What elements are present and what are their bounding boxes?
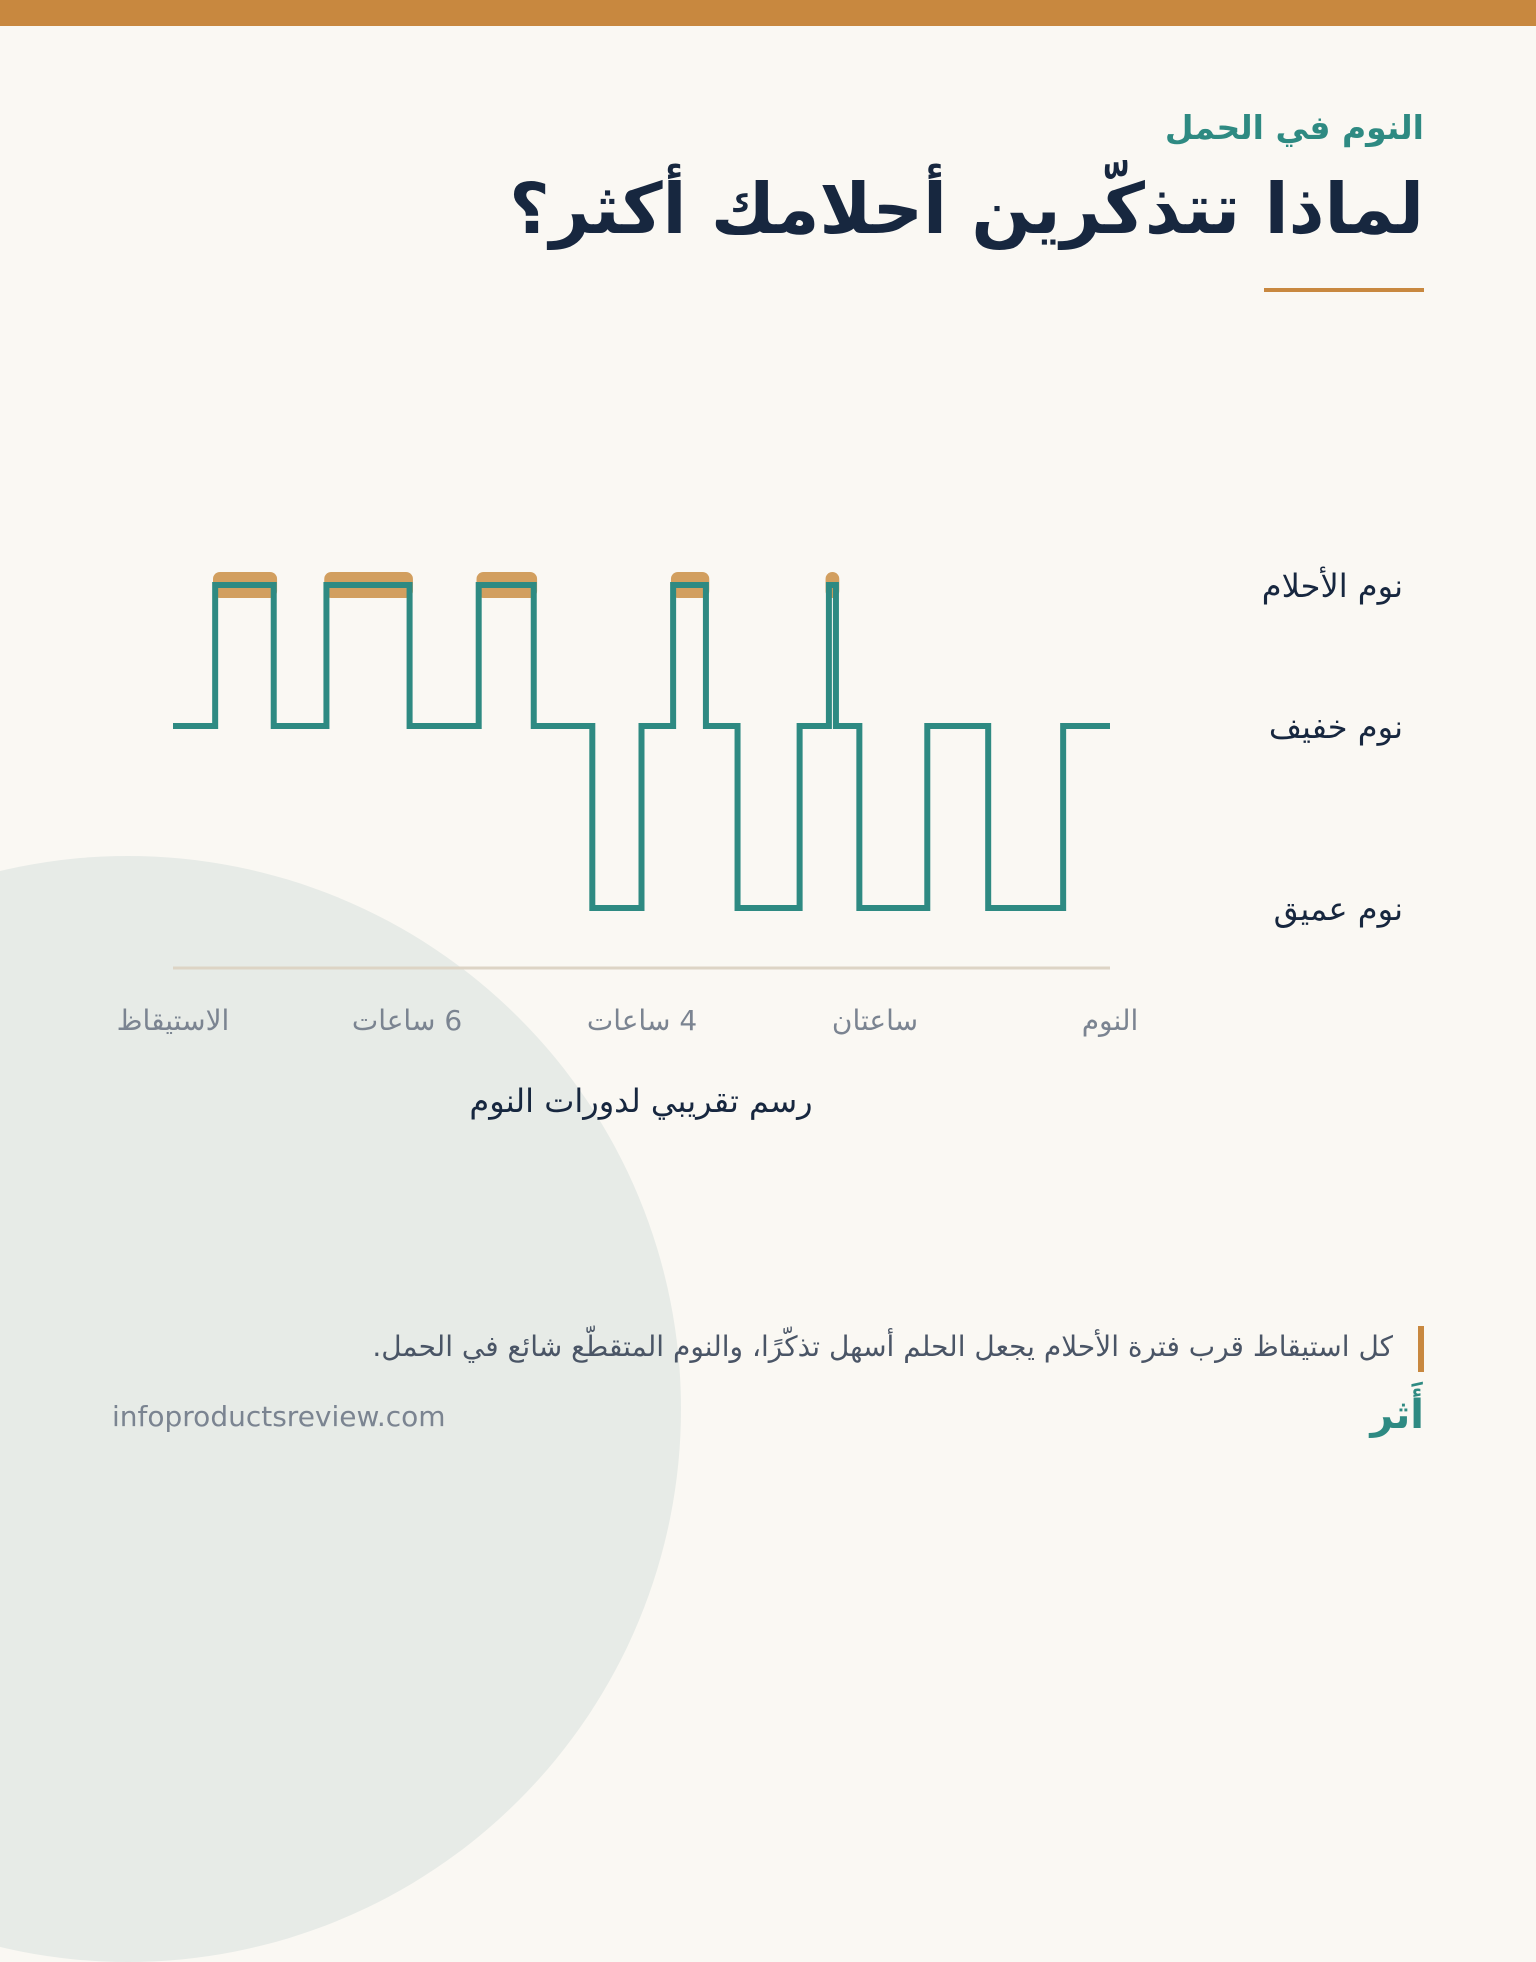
x-tick-label-3: 6 ساعات <box>351 1004 463 1037</box>
sleep-stage-line <box>173 585 1110 908</box>
x-tick-label-4: الاستيقاظ <box>116 1004 230 1037</box>
x-tick-label-1: ساعتان <box>831 1004 919 1037</box>
y-axis-labels <box>1262 566 1403 928</box>
chart-caption: رسم تقريبي لدورات النوم <box>469 1082 813 1120</box>
y-level-label-2: نوم عميق <box>1273 890 1403 928</box>
kicker-text: النوم في الحمل <box>1164 108 1424 147</box>
website-url: infoproductsreview.com <box>112 1400 446 1433</box>
y-level-label-0: نوم الأحلام <box>1261 567 1403 605</box>
footer-note: كل استيقاظ قرب فترة الأحلام يجعل الحلم أسهل تذكّرًا، والنوم المتقطّع شائع في الحمل. <box>372 1330 1393 1363</box>
page-title: لماذا تتذكّرين أحلامك أكثر؟ <box>509 168 1424 250</box>
x-tick-label-0: النوم <box>1081 1004 1139 1037</box>
y-level-label-1: نوم خفيف <box>1268 708 1403 746</box>
brand-logo: أَثر <box>1370 1392 1424 1438</box>
note-accent-bar <box>1418 1326 1424 1372</box>
x-tick-label-2: 4 ساعات <box>586 1004 698 1037</box>
x-axis-ticks <box>117 1004 1139 1037</box>
